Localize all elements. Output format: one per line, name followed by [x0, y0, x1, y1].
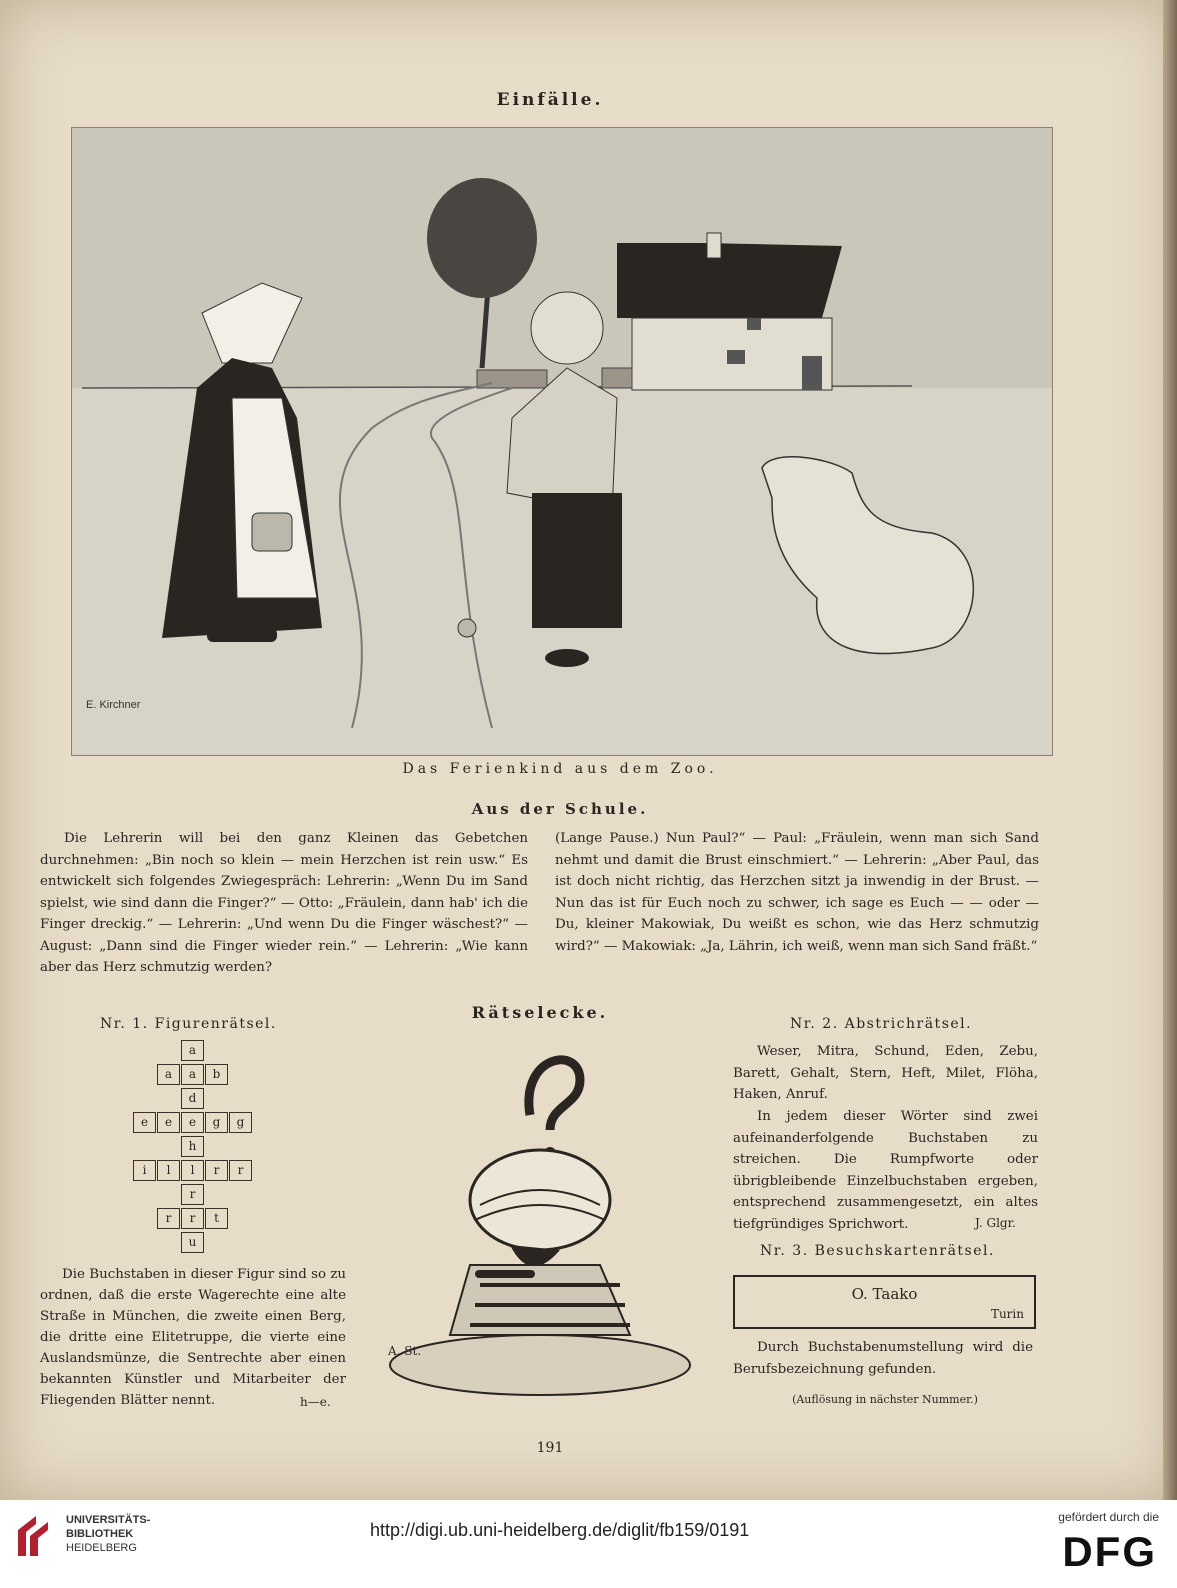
grid-cell: t [205, 1208, 228, 1229]
cartoon-signature: A. St. [388, 1344, 422, 1358]
visiting-card [733, 1275, 1036, 1329]
illustration-drawing [72, 128, 1052, 755]
grid-cell: d [181, 1088, 204, 1109]
permalink-url[interactable]: http://digi.ub.uni-heidelberg.de/diglit/fb159/0191 [370, 1520, 750, 1540]
puzzle1-author: h—e. [300, 1395, 331, 1409]
funded-by-label: gefördert durch die [1058, 1510, 1159, 1524]
university-library-logo-icon [14, 1512, 58, 1560]
puzzle3-text: Durch Buchstabenumstellung wird die Berufsbezeichnung gefunden. [733, 1340, 1033, 1377]
grid-cell: l [181, 1160, 204, 1181]
visiting-card-name: O. Taako [851, 1285, 918, 1303]
grid-cell: e [133, 1112, 156, 1133]
article-title: Aus der Schule. [471, 800, 649, 818]
puzzle2-author: J. Glgr. [975, 1216, 1016, 1230]
grid-cell: g [205, 1112, 228, 1133]
library-name-line3: HEIDELBERG [66, 1542, 137, 1554]
grid-cell: e [181, 1112, 204, 1133]
puzzle2-text: In jedem dieser Wörter sind zwei aufeinanderfolgende Buchstaben zu streichen. Die Rumpfworte oder übrigbleibende Einzelbuchstaben ergeben, entsprechend zusammengesetzt, ein altes tiefgründiges Sprichwort. [733, 1109, 1038, 1232]
grid-cell: b [205, 1064, 228, 1085]
grid-cell: r [205, 1160, 228, 1181]
puzzle3-title: Nr. 3. Besuchskartenrätsel. [760, 1243, 995, 1259]
visiting-card-city: Turin [990, 1307, 1024, 1321]
grid-cell: r [181, 1208, 204, 1229]
puzzle1-text: Die Buchstaben in dieser Figur sind so zu ordnen, daß die erste Wagerechte eine alte Straße in München, die zweite einen Berg, die dritte eine Elitetruppe, die vierte eine Auslandsmünze, die Sentrechte aber einen bekannten Künstler und Mitarbeiter der Fliegenden Blätter nennt. [40, 1267, 346, 1408]
grid-cell: h [181, 1136, 204, 1157]
book-spine-edge [1163, 0, 1177, 1500]
puzzle1-title: Nr. 1. Figurenrätsel. [100, 1016, 277, 1032]
article-column-right: (Lange Pause.) Nun Paul?“ — Paul: „Fräulein, wenn man sich Sand nehmt und damit die Brust einschmiert.“ — Lehrerin: „Aber Paul, das ist doch nicht richtig, das Herzchen sitzt ja inwendig in der Brust. — Nun das ist für Euch noch zu schwer, ich sage es Euch — — oder — Du, kleiner Makowiak, Du weißt es schon, wie das Herz schmutzig wird?“ — Makowiak: „Ja, Lährin, ich weiß, wenn man sich Sand fräßt.“ [555, 831, 1039, 954]
grid-cell: u [181, 1232, 204, 1253]
grid-cell: a [181, 1064, 204, 1085]
grid-cell: a [181, 1040, 204, 1061]
solution-note: (Auflösung in nächster Nummer.) [792, 1393, 978, 1406]
grid-cell: i [133, 1160, 156, 1181]
illustration-caption: Das Ferienkind aus dem Zoo. [402, 761, 718, 777]
library-name-line1: UNIVERSITÄTS- [66, 1514, 151, 1526]
figure-puzzle-grid [133, 1040, 263, 1260]
footer-bar [0, 1500, 1177, 1588]
illustration-ferienkind [71, 127, 1053, 756]
cartoon-turbaned-man [380, 1035, 710, 1405]
puzzle-section-title: Rätselecke. [471, 1003, 609, 1022]
artist-signature: E. Kirchner [86, 699, 141, 711]
page-title: Einfälle. [496, 90, 604, 110]
page-number: 191 [536, 1440, 564, 1456]
puzzle2-title: Nr. 2. Abstrichrätsel. [790, 1016, 973, 1032]
grid-cell: e [157, 1112, 180, 1133]
dfg-logo: DFG [1062, 1528, 1157, 1575]
grid-cell: r [229, 1160, 252, 1181]
article-column-left: Die Lehrerin will bei den ganz Kleinen das Gebetchen durchnehmen: „Bin noch so klein — mein Herzchen ist rein usw.“ Es entwickelt sich folgendes Zwiegespräch: Lehrerin: „Wenn Du im Sand spielst, wie sind dann die Finger?“ — Otto: „Fräulein, dann hab' ich die Finger dreckig.“ — Lehrerin: „Und wenn Du die Finger wäschest?“ — August: „Dann sind die Finger wieder rein.“ — Lehrerin: „Wie kann aber das Herz schmutzig werden? [40, 831, 528, 975]
grid-cell: a [157, 1064, 180, 1085]
puzzle2-words: Weser, Mitra, Schund, Eden, Zebu, Barett, Gehalt, Stern, Heft, Milet, Flöha, Haken, Anruf. [733, 1044, 1038, 1102]
grid-cell: r [157, 1208, 180, 1229]
grid-cell: l [157, 1160, 180, 1181]
grid-cell: g [229, 1112, 252, 1133]
library-name-line2: BIBLIOTHEK [66, 1528, 134, 1540]
grid-cell: r [181, 1184, 204, 1205]
